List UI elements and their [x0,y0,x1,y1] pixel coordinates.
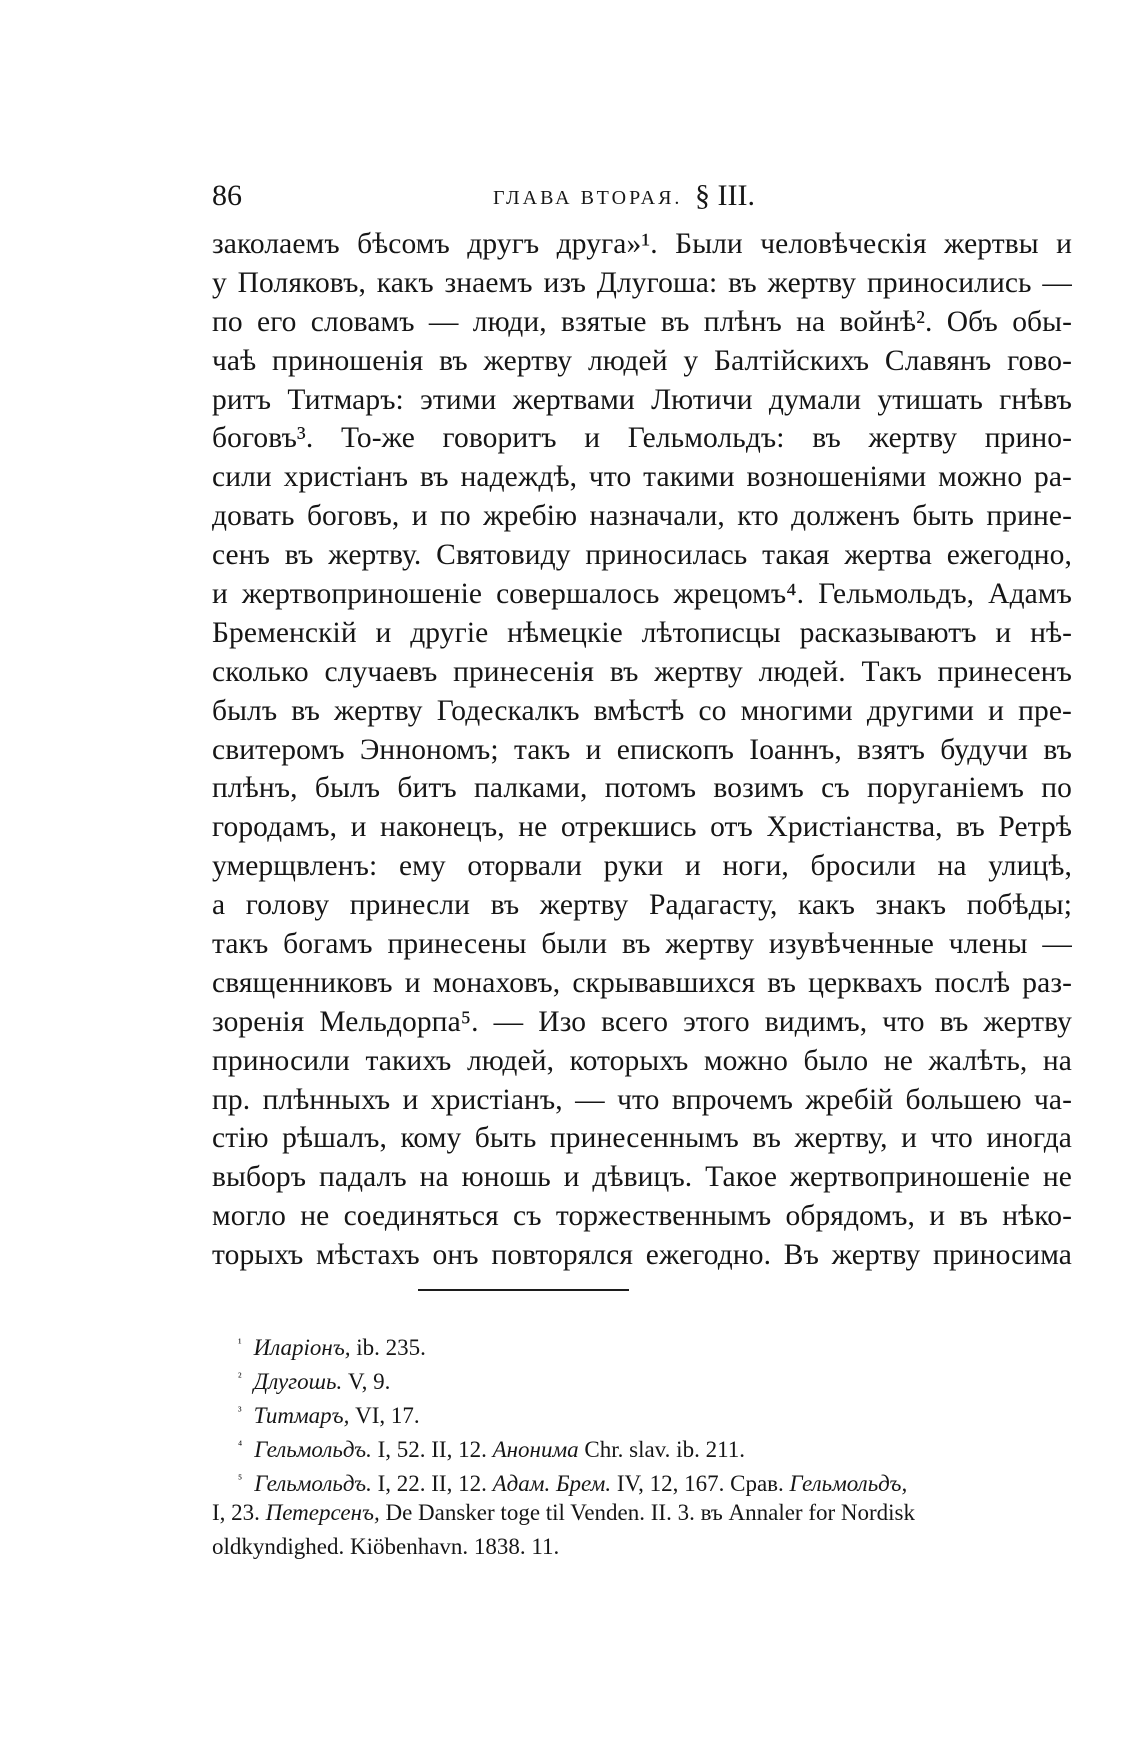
body-line: сенъ въ жертву. Святовиду приносилась такая жертва ежегодно, [212,539,1072,572]
body-line: приносили такихъ людей, которыхъ можно было не жалѣть, на [212,1044,1072,1077]
footnote-text: Адам. Брем. [492,1471,612,1496]
footnote-text: V, 9. [342,1369,391,1394]
body-line: сили христіанъ въ надеждѣ, что такими возношеніями можно ра- [212,461,1072,494]
footnote-text: VI, 17. [349,1403,420,1428]
footnote-number: ² [238,1370,242,1384]
body-line: чаѣ приношенія въ жертву людей у Балтійскихъ Славянъ гово- [212,344,1072,377]
footnotes [212,1326,1072,1564]
footnote-text: Гельмольдъ. [254,1437,372,1462]
footnote-continuation [212,1530,1072,1564]
body-line: зоренія Мельдорпа⁵. — Изо всего этого видимъ, что въ жертву [212,1005,1072,1038]
running-title: ГЛАВА ВТОРАЯ. [493,187,683,209]
section-mark: § III. [695,179,755,212]
footnote-text: Гельмольдъ. [254,1471,372,1496]
body-line: пр. плѣнныхъ и христіанъ, — что впрочемъ жребій большею ча- [212,1083,1072,1116]
body-line: умерщвленъ: ему оторвали руки и ноги, бросили на улицѣ, [212,850,1072,883]
body-line: по его словамъ — люди, взятые въ плѣнъ на войнѣ². Объ обы- [212,305,1072,338]
footnote-text: Гельмольдъ, [789,1471,908,1496]
page-header [212,176,940,216]
footnote-text: oldkyndighed. Kiöbenhavn. 1838. 11. [212,1534,560,1559]
footnote-text: Chr. slav. ib. 211. [578,1437,745,1462]
footnote-text: Длугошь. [253,1369,343,1394]
footnote [212,1326,1072,1360]
footnote [212,1428,1072,1462]
body-line: свитеромъ Эннономъ; такъ и епископъ Іоаннъ, взятъ будучи въ [212,733,1072,766]
footnote-text: I, 22. II, 12. [371,1471,493,1496]
body-line: ритъ Титмаръ: этими жертвами Лютичи думали утишать гнѣвъ [212,383,1072,416]
footnote-text: IV, 12, 167. Срав. [611,1471,790,1496]
body-line: боговъ³. То-же говоритъ и Гельмольдъ: въ жертву прино- [212,422,1072,455]
footnote-number: ⁴ [238,1438,243,1452]
footnote-text: Титмаръ, [253,1403,350,1428]
body-line: выборъ падалъ на юношь и дѣвицъ. Такое жертвоприношеніе не [212,1161,1072,1194]
footnote-text: I, 23. [212,1500,266,1525]
body-line: сколько случаевъ принесенія въ жертву людей. Такъ принесенъ [212,655,1072,688]
body-line: такъ богамъ принесены были въ жертву изувѣченные члены — [212,928,1072,961]
footnote-text: Иларіонъ, [253,1335,351,1360]
body-line: Бременскій и другіе нѣмецкіе лѣтописцы расказываютъ и нѣ- [212,616,1072,649]
body-line: священниковъ и монаховъ, скрывавшихся въ церквахъ послѣ раз- [212,966,1072,999]
page-number: 86 [212,179,242,212]
footnote-text: Петерсенъ, [265,1500,380,1525]
footnote-text: De Dansker toge til Venden. II. 3. въ Annaler for Nordisk [379,1500,916,1525]
body-line: могло не соединяться съ торжественнымъ обрядомъ, и въ нѣко- [212,1200,1072,1233]
body-line: заколаемъ бѣсомъ другъ друга»¹. Были человѣческія жертвы и [212,228,1072,260]
footnote [212,1394,1072,1428]
footnote [212,1360,1072,1394]
footnote-text: I, 52. II, 12. [371,1437,493,1462]
footnote-number: ³ [238,1404,242,1418]
body-text [212,225,1072,1275]
body-line: городамъ, и наконецъ, не отрекшись отъ Христіанства, въ Ретрѣ [212,811,1072,844]
footnote-rule [418,1289,629,1291]
footnote-continuation [212,1496,1072,1530]
body-line: торыхъ мѣстахъ онъ повторялся ежегодно. Въ жертву приносима [212,1239,1072,1272]
body-line: плѣнъ, былъ битъ палками, потомъ возимъ съ поруганіемъ по [212,772,1072,805]
body-line: и жертвоприношеніе совершалось жрецомъ⁴. Гельмольдъ, Адамъ [212,578,1072,611]
body-line: а голову принесли въ жертву Радагасту, какъ знакъ побѣды; [212,889,1072,922]
footnote-number: ⁵ [238,1472,243,1486]
footnote [212,1462,1072,1496]
footnote-text: Анонима [492,1437,579,1462]
body-line: стію рѣшалъ, кому быть принесеннымъ въ жертву, и что иногда [212,1122,1072,1155]
footnote-text: ib. 235. [350,1335,426,1360]
body-line: у Поляковъ, какъ знаемъ изъ Длугоша: въ жертву приносились — [212,266,1072,299]
footnote-number: ¹ [238,1336,242,1350]
body-line: довать боговъ, и по жребію назначали, кто долженъ быть принe- [212,500,1072,533]
body-line: былъ въ жертву Годескалкъ вмѣстѣ со многими другими и пре- [212,694,1072,727]
